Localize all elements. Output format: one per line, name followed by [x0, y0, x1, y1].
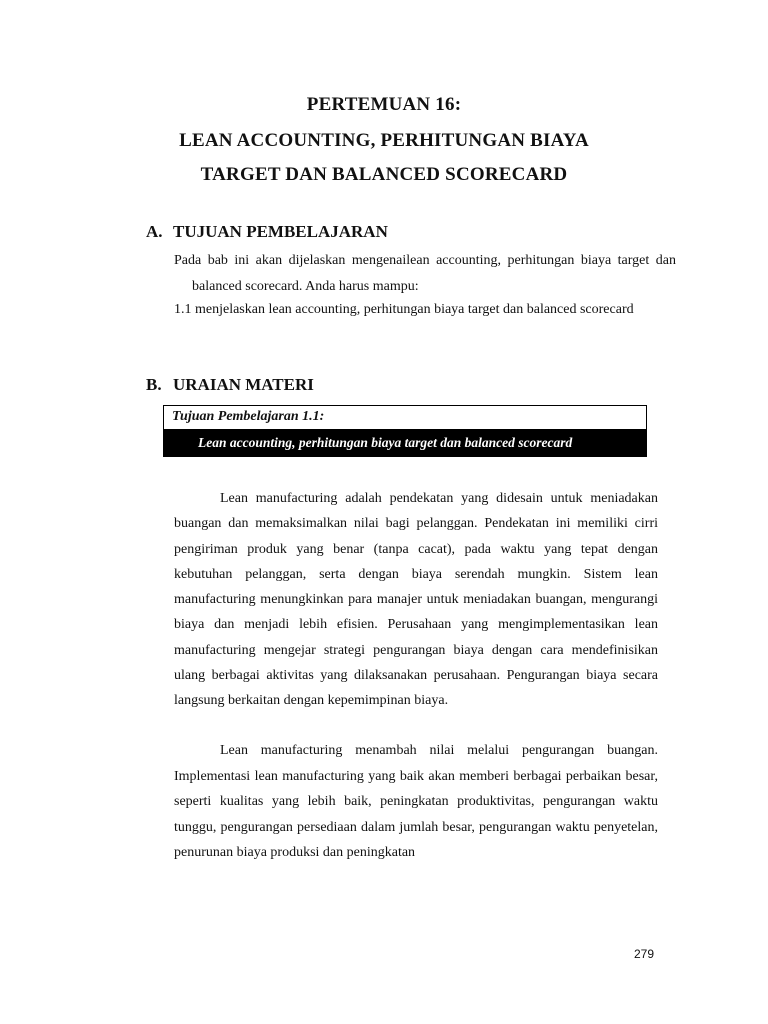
body-paragraph-2-text: Lean manufacturing menambah nilai melalui pengurangan buangan. Implementasi lean manufacturing yang baik akan memberi berbagai perbaikan besar, seperti kualitas yang lebih baik, peningkatan produktivitas, pengurangan waktu tunggu, pengurangan persediaan dalam jumlah besar, pengurangan waktu penyetelan, penurunan biaya produksi dan peningkatan: [174, 743, 658, 861]
body-paragraph-1-text: Lean manufacturing adalah pendekatan yang didesain untuk meniadakan buangan dan memaksimalkan nilai bagi pelanggan. Pendekatan ini memiliki cirri pengiriman produk yang benar (tanpa cacat), pada waktu yang tepat dengan kebutuhan pelanggan, serta dengan biaya serendah mungkin. Sistem lean manufacturing menungkinkan para manajer untuk meniadakan buangan, mengurangi biaya dan menjadi lebih efisien. Perusahaan yang mengimplementasikan lean manufacturing mengejar strategi pengurangan biaya dengan cara mendefinisikan ulang berbagai aktivitas yang dilaksanakan perusahaan. Pengurangan biaya secara langsung berkaitan dengan kepemimpinan biaya.: [174, 491, 658, 709]
learning-objective-item: 1.1 menjelaskan lean accounting, perhitungan biaya target dan balanced scorecard: [174, 302, 634, 317]
learning-objective-intro: Pada bab ini akan dijelaskan mengenailean accounting, perhitungan biaya target dan balanced scorecard. Anda harus mampu:: [174, 253, 676, 294]
page-number: 279: [634, 947, 655, 961]
section-a-heading: [146, 222, 388, 242]
objective-box: [163, 405, 647, 457]
objective-box-text: Lean accounting, perhitungan biaya target dan balanced scorecard: [164, 429, 646, 456]
objective-box-label: Tujuan Pembelajaran 1.1:: [164, 406, 646, 430]
chapter-title-line-3: TARGET DAN BALANCED SCORECARD: [200, 164, 568, 185]
section-b-number: B.: [146, 375, 162, 394]
chapter-title-line-2: LEAN ACCOUNTING, PERHITUNGAN BIAYA: [179, 130, 589, 151]
section-a-number: A.: [146, 222, 163, 241]
section-b-title: URAIAN MATERI: [173, 375, 314, 394]
chapter-title-line-1: PERTEMUAN 16:: [306, 94, 462, 115]
section-a-title: TUJUAN PEMBELAJARAN: [173, 222, 388, 241]
body-paragraph-1: [174, 486, 658, 714]
body-paragraph-2: [174, 738, 658, 866]
section-b-heading: [146, 375, 314, 395]
